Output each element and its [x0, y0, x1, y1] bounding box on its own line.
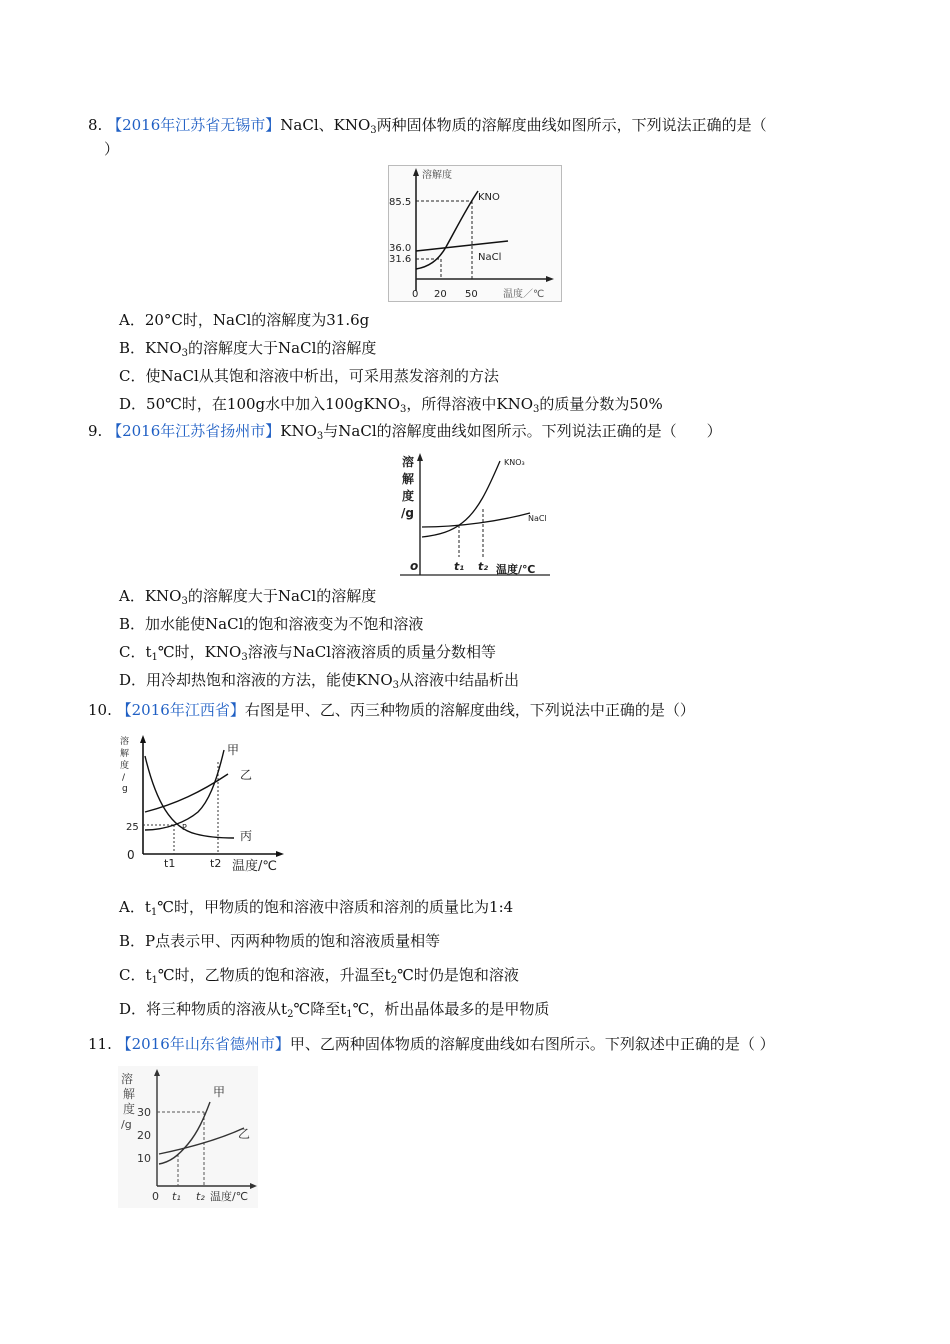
x-tick-t2: t₂	[196, 1190, 205, 1203]
question-9-option-c: C．$t_1℃$时，$KNO_3$溶液与NaCl溶液溶质的质量分数相等	[119, 643, 497, 663]
x-tick-t2: t₂	[478, 560, 489, 573]
y-label-char: /g	[121, 1118, 132, 1131]
x-axis-label: 温度／℃	[503, 289, 545, 300]
y-axis-label: 溶解度	[422, 170, 452, 181]
y-label-char: 度	[120, 761, 130, 771]
kno3-label: KNO	[478, 192, 500, 203]
x-tick-t2: t2	[210, 857, 222, 870]
question-8-stem-continued: ）	[104, 140, 120, 158]
question-8-option-d: D．50℃时，在100g水中加入100gKNO$_3$，所得溶液中$KNO_3$的质量分数为50%	[119, 395, 663, 415]
y-tick-20: 20	[137, 1129, 151, 1142]
y-label-char: 解	[123, 1087, 136, 1101]
question-10-option-d: D．将三种物质的溶液从$t_2℃$降至$t_1℃$，析出晶体最多的是甲物质	[119, 1000, 550, 1020]
y-label-char: 解	[402, 472, 415, 486]
question-9-option-a: A．$KNO_3$的溶解度大于NaCl的溶解度	[119, 587, 377, 607]
question-10-figure	[116, 732, 292, 877]
nacl-curve	[422, 513, 530, 527]
jia-label: 甲	[213, 1085, 226, 1099]
nacl-label: NaCl	[478, 252, 502, 263]
jia-label: 甲	[227, 743, 240, 757]
y-label-char: 度	[123, 1102, 136, 1116]
yi-label: 乙	[238, 1127, 251, 1141]
question-8-figure	[388, 165, 562, 302]
question-number: 11.	[88, 1035, 112, 1053]
question-8-option-c: C．使NaCl从其饱和溶液中析出，可采用蒸发溶剂的方法	[119, 367, 499, 385]
question-9-option-b: B．加水能使NaCl的饱和溶液变为不饱和溶液	[119, 615, 424, 633]
y-label-char: 解	[120, 749, 130, 759]
question-11-figure	[118, 1066, 258, 1208]
question-source: 【2016年江西省】	[116, 701, 245, 719]
question-9-figure	[400, 449, 552, 579]
question-11-stem: 11. 【2016年山东省德州市】甲、乙两种固体物质的溶解度曲线如右图所示。下列叙述中正确的是（ ）	[88, 1035, 775, 1053]
x-tick-t1: t1	[164, 857, 176, 870]
x-axis-label: 温度/℃	[496, 563, 536, 576]
y-label-char: g	[122, 784, 128, 794]
x-tick-t1: t₁	[454, 560, 465, 573]
y-label-char: 溶	[120, 737, 130, 747]
question-number: 10.	[88, 701, 112, 719]
x-tick-20: 20	[434, 289, 447, 300]
origin-label: o	[410, 559, 419, 573]
y-tick-31-6: 31.6	[389, 254, 412, 265]
y-tick-25: 25	[126, 822, 139, 833]
question-9-stem: 9. 【2016年江苏省扬州市】$KNO_3$与NaCl的溶解度曲线如图所示。下列说法正确的是（ ）	[88, 422, 722, 442]
question-8-stem: 8. 【2016年江苏省无锡市】NaCl、$KNO_3$两种固体物质的溶解度曲线如图所示，下列说法正确的是（	[88, 116, 767, 136]
y-tick-85-5: 85.5	[389, 197, 412, 208]
question-10-stem: 10. 【2016年江西省】右图是甲、乙、丙三种物质的溶解度曲线，下列说法中正确的是（）	[88, 701, 695, 719]
question-10-option-b: B．P点表示甲、丙两种物质的饱和溶液质量相等	[119, 932, 441, 950]
question-8-option-b: B．$KNO_3$的溶解度大于NaCl的溶解度	[119, 339, 377, 359]
question-source: 【2016年江苏省无锡市】	[107, 116, 281, 134]
jia-curve	[145, 750, 224, 830]
y-label-char: 溶	[121, 1072, 134, 1086]
y-tick-36-0: 36.0	[389, 243, 412, 254]
kno3-label: KNO₃	[504, 458, 525, 467]
question-number: 8.	[88, 116, 103, 134]
origin-label: 0	[152, 1190, 159, 1203]
origin-label: 0	[127, 848, 135, 862]
bing-label: 丙	[240, 829, 253, 843]
question-number: 9.	[88, 422, 103, 440]
yi-label: 乙	[240, 768, 253, 782]
question-source: 【2016年江苏省扬州市】	[107, 422, 281, 440]
y-label-char: /	[122, 773, 126, 783]
y-label-char: /g	[401, 506, 414, 520]
y-tick-30: 30	[137, 1106, 151, 1119]
nacl-label: NaCl	[528, 514, 547, 523]
point-p-label: P	[182, 823, 187, 832]
question-8-option-a: A．20°C时，NaCl的溶解度为31.6g	[119, 311, 370, 329]
x-axis-label: 温度/℃	[232, 859, 277, 874]
y-label-char: 度	[402, 489, 415, 503]
x-tick-0: 0	[412, 289, 419, 300]
x-tick-t1: t₁	[172, 1190, 181, 1203]
question-source: 【2016年山东省德州市】	[116, 1035, 290, 1053]
y-label-char: 溶	[402, 455, 415, 469]
y-tick-10: 10	[137, 1152, 151, 1165]
question-10-option-c: C．$t_1℃$时，乙物质的饱和溶液，升温至$t_2℃$时仍是饱和溶液	[119, 966, 519, 986]
question-9-option-d: D．用冷却热饱和溶液的方法，能使$KNO_3$从溶液中结晶析出	[119, 671, 520, 691]
x-axis-label: 温度/℃	[210, 1190, 249, 1203]
x-tick-50: 50	[465, 289, 478, 300]
question-10-option-a: A．$t_1℃$时，甲物质的饱和溶液中溶质和溶剂的质量比为1:4	[119, 898, 514, 918]
bing-curve	[145, 756, 234, 838]
